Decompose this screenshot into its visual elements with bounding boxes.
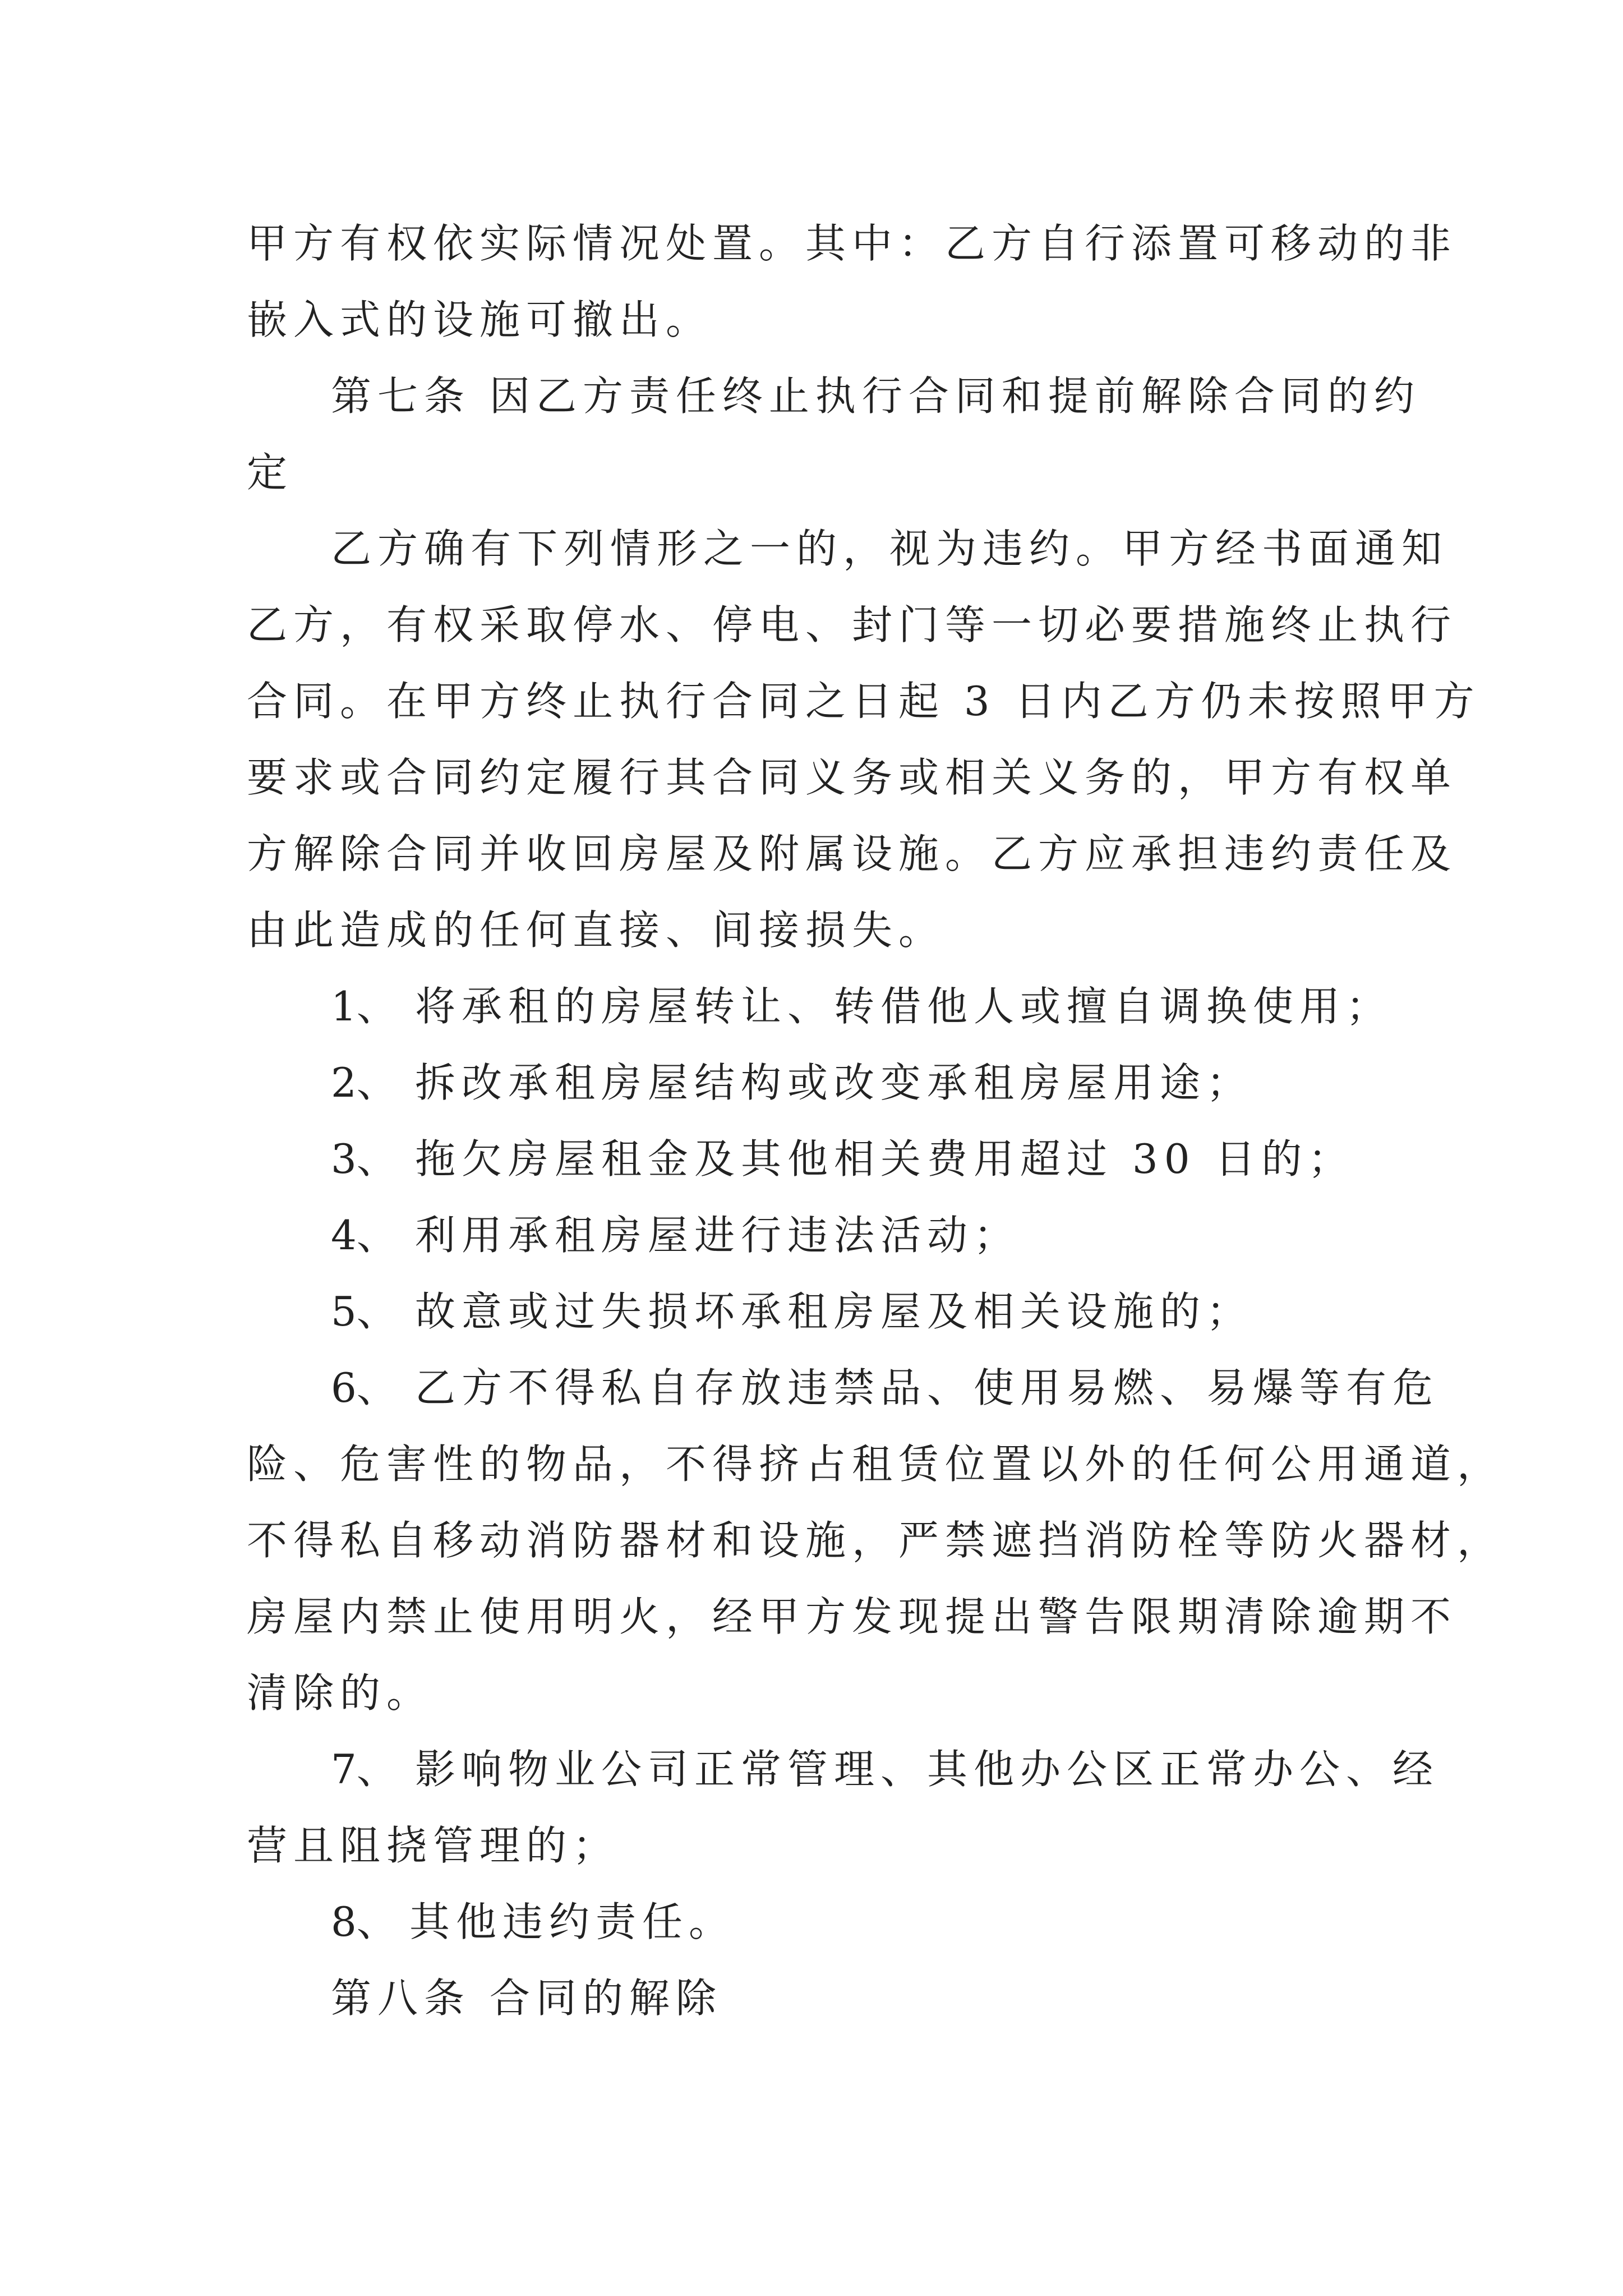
list-item [331, 1283, 1253, 1340]
list-number: 8、 [331, 1898, 397, 1945]
list-item [331, 1131, 1354, 1187]
list-item [331, 1360, 1439, 1416]
list-number: 5、 [331, 1288, 397, 1335]
paragraph-line: 乙方，有权采取停水、停电、封门等一切必要措施终止执行 [247, 601, 1458, 648]
list-item-continued: 营且阻挠管理的； [247, 1822, 620, 1869]
list-item [331, 1055, 1253, 1111]
list-item-continued: 不得私自移动消防器材和设施，严禁遮挡消防栓等防火器材， [247, 1517, 1504, 1564]
list-item-continued: 房屋内禁止使用明火，经甲方发现提出警告限期清除逾期不 [247, 1593, 1458, 1640]
list-item-continued: 清除的。 [247, 1669, 434, 1717]
list-item-continued: 险、危害性的物品，不得挤占租赁位置以外的任何公用通道， [247, 1441, 1504, 1488]
paragraph-line: 方解除合同并收回房屋及附属设施。乙方应承担违约责任及 [247, 830, 1458, 877]
list-item-text: 其他违约责任。 [409, 1898, 736, 1945]
list-item-text: 故意或过失损坏承租房屋及相关设施的； [415, 1288, 1253, 1335]
list-number: 6、 [331, 1364, 397, 1411]
list-item-text: 利用承租房屋进行违法活动； [415, 1212, 1021, 1259]
list-item [331, 978, 1393, 1034]
list-number: 2、 [331, 1059, 397, 1106]
list-number: 3、 [331, 1135, 397, 1182]
paragraph-line: 乙方确有下列情形之一的，视为违约。甲方经书面通知 [331, 525, 1449, 572]
list-number: 1、 [331, 983, 397, 1030]
list-item-text: 拆改承租房屋结构或改变承租房屋用途； [415, 1059, 1253, 1106]
article-7-heading: 第七条 因乙方责任终止执行合同和提前解除合同的约 [331, 372, 1421, 420]
list-item-text: 影响物业公司正常管理、其他办公区正常办公、经 [415, 1746, 1440, 1793]
paragraph-line: 要求或合同约定履行其合同义务或相关义务的，甲方有权单 [247, 754, 1458, 801]
list-number: 7、 [331, 1746, 397, 1793]
article-8-heading: 第八条 合同的解除 [331, 1975, 722, 2022]
list-item-text: 将承租的房屋转让、转借他人或擅自调换使用； [415, 983, 1393, 1030]
list-item [331, 1741, 1439, 1797]
list-item-text: 拖欠房屋租金及其他相关费用超过 30 日的； [415, 1135, 1355, 1182]
paragraph-line: 由此造成的任何直接、间接损失。 [247, 907, 946, 954]
list-number: 4、 [331, 1212, 397, 1259]
paragraph-line: 合同。在甲方终止执行合同之日起 3 日内乙方仍未按照甲方 [247, 678, 1481, 725]
paragraph-line: 嵌入式的设施可撤出。 [247, 296, 713, 343]
article-7-heading-continued: 定 [247, 449, 294, 496]
list-item [331, 1894, 735, 1950]
list-item-text: 乙方不得私自存放违禁品、使用易燃、易爆等有危 [415, 1364, 1440, 1411]
list-item [331, 1207, 1020, 1263]
paragraph-line: 甲方有权依实际情况处置。其中：乙方自行添置可移动的非 [247, 220, 1458, 267]
